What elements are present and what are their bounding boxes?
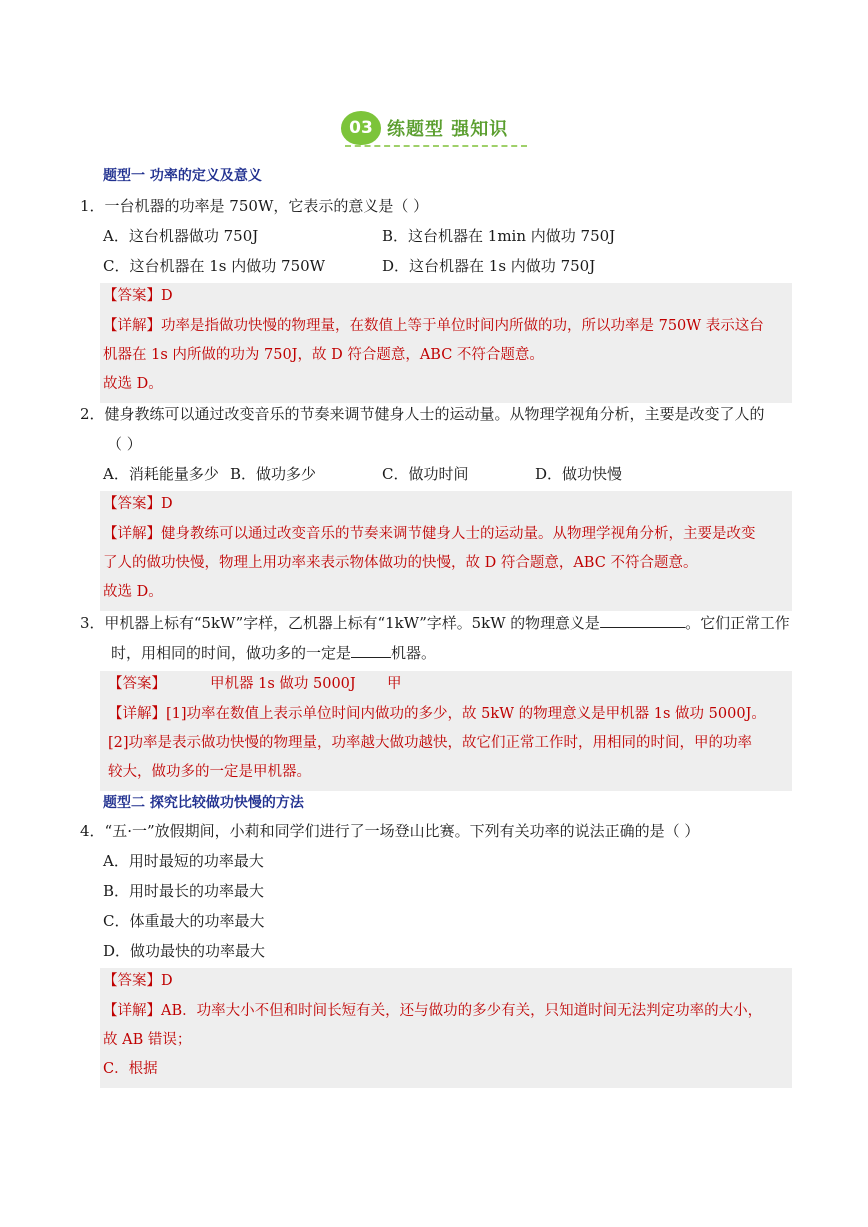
q4-option-d: D．做功最快的功率最大 bbox=[103, 942, 266, 960]
q3-answer-label: 【答案】 bbox=[108, 676, 166, 692]
q4-option-a: A．用时最短的功率最大 bbox=[103, 852, 264, 870]
q1-option-d: D．这台机器在 1s 内做功 750J bbox=[382, 257, 596, 275]
q1-option-b: B．这台机器在 1min 内做功 750J bbox=[382, 227, 616, 245]
q1-option-a: A．这台机器做功 750J bbox=[103, 227, 259, 245]
q1-answer-box bbox=[100, 283, 792, 403]
q3-stem2-part-b: 机器。 bbox=[391, 644, 437, 662]
q3-detail-line3: 较大，做功多的一定是甲机器。 bbox=[108, 764, 311, 780]
section-number-badge: 03 bbox=[341, 111, 381, 145]
q2-option-a: A．消耗能量多少 bbox=[103, 465, 219, 483]
q3-blank-1 bbox=[600, 613, 686, 628]
question-3-stem-line2 bbox=[111, 643, 436, 663]
q3-stem2-part-a: 时，用相同的时间，做功多的一定是 bbox=[111, 644, 352, 662]
q2-answer-box bbox=[100, 491, 792, 611]
q3-blank-2 bbox=[351, 643, 391, 658]
q1-detail-line3: 故选 D。 bbox=[103, 376, 163, 392]
q4-answer-box bbox=[100, 968, 792, 1088]
q1-option-c: C．这台机器在 1s 内做功 750W bbox=[103, 257, 326, 275]
q3-detail-line1: 【详解】[1]功率在数值上表示单位时间内做功的多少，故 5kW 的物理意义是甲机器 1s 做功 5000J。 bbox=[108, 706, 766, 722]
question-2-stem-line2: （ ） bbox=[107, 435, 142, 453]
section-banner-title: 练题型 强知识 bbox=[387, 119, 509, 140]
q2-detail-line3: 故选 D。 bbox=[103, 584, 163, 600]
question-2-stem-line1: 2．健身教练可以通过改变音乐的节奏来调节健身人士的运动量。从物理学视角分析，主要是改变了人的 bbox=[80, 405, 765, 423]
q4-detail-line2: 故 AB 错误； bbox=[103, 1032, 192, 1048]
question-1-stem: 1．一台机器的功率是 750W，它表示的意义是（ ） bbox=[80, 197, 429, 215]
banner-dashed-underline bbox=[345, 145, 527, 147]
q2-option-c: C．做功时间 bbox=[382, 465, 469, 483]
q2-option-b: B．做功多少 bbox=[230, 465, 317, 483]
q2-detail-line1: 【详解】健身教练可以通过改变音乐的节奏来调节健身人士的运动量。从物理学视角分析，主要是改变 bbox=[103, 526, 756, 542]
q2-answer: 【答案】D bbox=[103, 496, 173, 512]
q3-stem1-part-a: 3．甲机器上标有“5kW”字样，乙机器上标有“1kW”字样。5kW 的物理意义是 bbox=[80, 614, 600, 632]
q4-option-b: B．用时最长的功率最大 bbox=[103, 882, 265, 900]
q4-detail-line3: C．根据 bbox=[103, 1061, 158, 1077]
q2-option-d: D．做功快慢 bbox=[535, 465, 623, 483]
q3-answer-2: 甲 bbox=[387, 676, 402, 692]
question-3-stem-line1 bbox=[80, 613, 790, 633]
q2-detail-line2: 了人的做功快慢，物理上用功率来表示物体做功的快慢，故 D 符合题意，ABC 不符合题意。 bbox=[103, 555, 698, 571]
question-4-stem: 4．“五·一”放假期间，小莉和同学们进行了一场登山比赛。下列有关功率的说法正确的是（ ） bbox=[80, 822, 700, 840]
section-heading-2: 题型二 探究比较做功快慢的方法 bbox=[103, 795, 304, 811]
q4-detail-line1: 【详解】AB．功率大小不但和时间长短有关，还与做功的多少有关，只知道时间无法判定功率的大小， bbox=[103, 1003, 763, 1019]
q1-answer: 【答案】D bbox=[103, 288, 173, 304]
q1-detail-line1: 【详解】功率是指做功快慢的物理量，在数值上等于单位时间内所做的功，所以功率是 750W 表示这台 bbox=[103, 318, 764, 334]
q3-detail-line2: [2]功率是表示做功快慢的物理量，功率越大做功越快，故它们正常工作时，用相同的时间，甲的功率 bbox=[108, 735, 753, 751]
q3-answer-box bbox=[100, 671, 792, 791]
q1-detail-line2: 机器在 1s 内所做的功为 750J，故 D 符合题意，ABC 不符合题意。 bbox=[103, 347, 544, 363]
q4-option-c: C．体重最大的功率最大 bbox=[103, 912, 265, 930]
q3-answer-1: 甲机器 1s 做功 5000J bbox=[210, 676, 356, 692]
section-heading-1: 题型一 功率的定义及意义 bbox=[103, 168, 262, 184]
q4-answer: 【答案】D bbox=[103, 973, 173, 989]
q3-stem1-part-b: 。它们正常工作 bbox=[685, 614, 790, 632]
